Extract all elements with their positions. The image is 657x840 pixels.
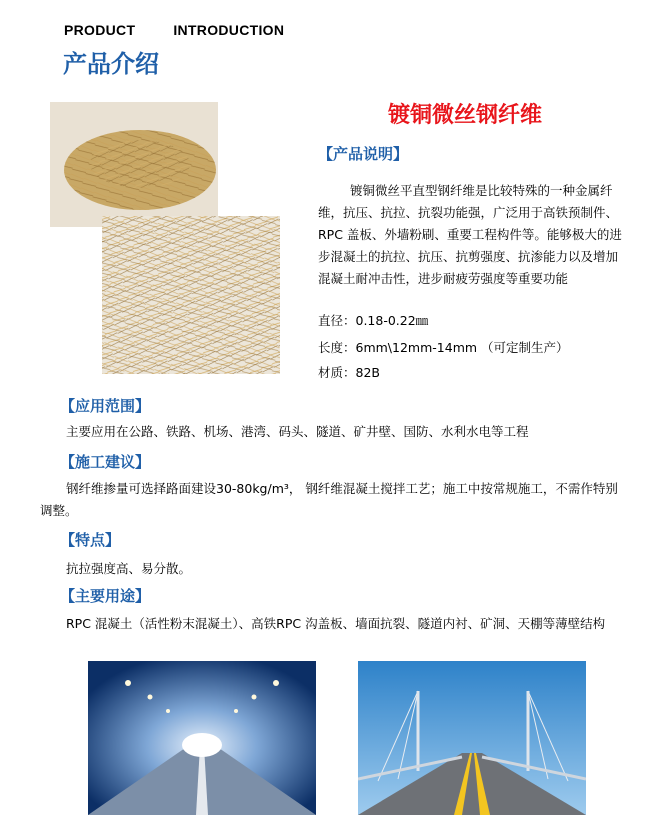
tunnel-photo [88, 661, 316, 815]
product-description-heading: 【产品说明】 [318, 145, 409, 163]
page-title: 产品介绍 [63, 50, 159, 78]
heading-word-introduction: INTRODUCTION [173, 22, 285, 38]
uses-text: RPC 混凝土（活性粉末混凝土）、高铁RPC 沟盖板、墙面抗裂、隧道内衬、矿洞、天棚等薄壁结构 [66, 616, 606, 631]
construction-text: 钢纤维掺量可选择路面建设30-80kg/m³， 钢纤维混凝土搅拌工艺；施工中按常规施工，不需作特别调整。 [40, 481, 618, 518]
length-spec: 长度：6mm\12mm-14mm （可定制生产） [318, 340, 569, 355]
english-heading [64, 22, 284, 38]
diameter-spec: 直径：0.18-0.22㎜ [318, 313, 429, 328]
construction-heading: 【施工建议】 [60, 453, 151, 471]
application-text: 主要应用在公路、铁路、机场、港湾、码头、隧道、矿井壁、国防、水利水电等工程 [66, 424, 529, 439]
product-name: 镀铜微丝钢纤维 [388, 103, 543, 128]
steel-fiber-photo [50, 102, 280, 374]
features-text: 抗拉强度高、易分散。 [66, 561, 192, 576]
application-heading: 【应用范围】 [60, 397, 151, 415]
uses-heading: 【主要用途】 [60, 587, 151, 605]
heading-word-product: PRODUCT [64, 22, 136, 38]
bridge-photo [358, 661, 586, 815]
features-heading: 【特点】 [60, 531, 121, 549]
material-spec: 材质：82B [318, 365, 380, 380]
product-description: 镀铜微丝平直型钢纤维是比较特殊的一种金属纤维，抗压、抗拉、抗裂功能强，广泛用于高铁预制件、RPC 盖板、外墙粉刷、重要工程构件等。能够极大的进步混凝土的抗拉、抗压、抗剪强度、抗渗能力以及增加混凝土耐冲击性，进步耐疲劳强度等重要功能 [318, 183, 622, 286]
